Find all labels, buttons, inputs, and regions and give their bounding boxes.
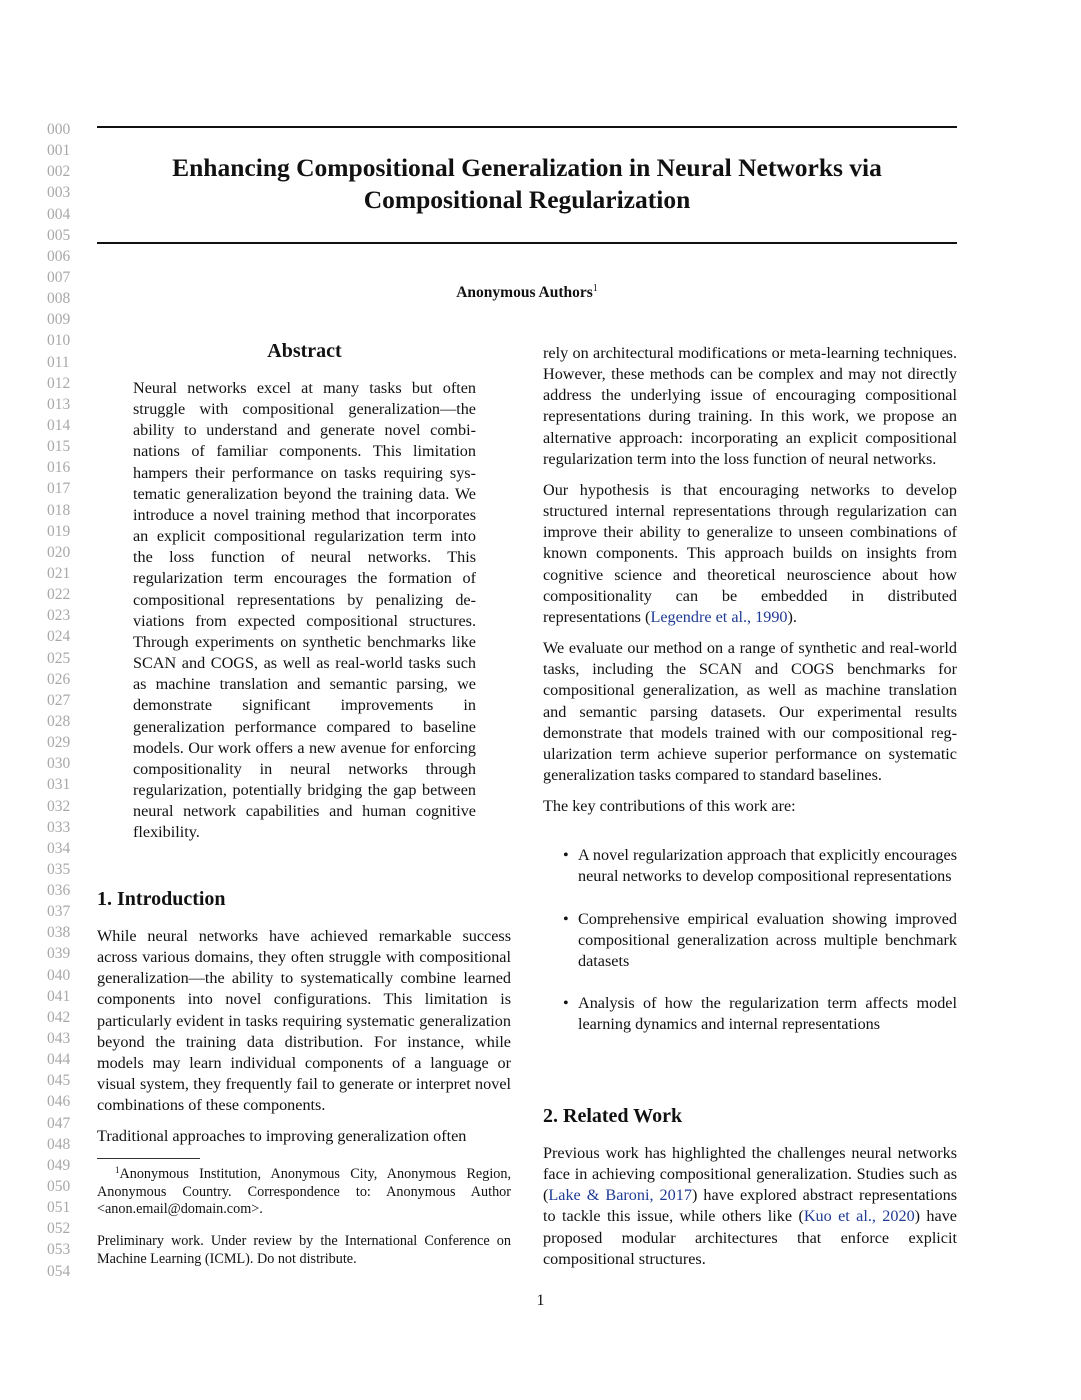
line-number: 032 [47, 797, 71, 815]
footnote-affiliation-text: Anonymous Institution, Anonymous City, Anonymous Region, Anonymous Country. Correspondence to: Anonymous Author <anon.email@domain.com>. [97, 1166, 511, 1218]
author-line [97, 283, 957, 302]
line-number: 008 [47, 290, 71, 308]
line-number: 027 [47, 691, 71, 709]
related-work-paragraph: Previous work has highlighted the challenges neural networks face in achieving compositional generalization. Studies such as (Lake & Baroni, 2017) have explored abstract representations to tackle this issue, while others like (Kuo et al., 2020) have proposed modular architectures that enforce explicit compositional structures. [543, 1144, 957, 1268]
abstract-text: Neural networks excel at many tasks but often struggle with compositional generalization—the ability to understand and generate novel combinations of familiar components. This limitation hampers their performance on tasks requiring systematic generalization beyond the training data. We introduce a novel training method that incorporates an explicit compositional regularization term into the loss function of neural networks. This regularization term encourages the formation of compositional representations by penalizing deviations from expected compositional structures. Through experiments on synthetic benchmarks like SCAN and COGS, as well as real-world tasks such as machine translation and semantic parsing, we demonstrate significant improvements in generalization performance compared to baseline models. Our work offers a new avenue for enforcing compositionality in neural networks through regularization, potentially bridging the gap between neural network capabilities and human cognitive flexibility. [133, 379, 476, 842]
line-number: 041 [47, 987, 71, 1005]
line-number: 026 [47, 670, 71, 688]
line-number: 007 [47, 268, 71, 286]
citation-legendre-1990[interactable]: Legendre et al., 1990 [650, 607, 788, 626]
citation-lake-baroni-2017[interactable]: Lake & Baroni, 2017 [548, 1186, 692, 1205]
footnote-rule [97, 1158, 200, 1159]
line-number: 003 [47, 184, 71, 202]
right-column [543, 343, 957, 1035]
line-number: 028 [47, 712, 71, 730]
line-number: 017 [47, 480, 71, 498]
introduction-left-column [97, 926, 511, 1148]
bullet-icon: • [563, 909, 569, 928]
line-number: 024 [47, 628, 71, 646]
line-number: 022 [47, 586, 71, 604]
line-number: 049 [47, 1156, 71, 1174]
line-number: 015 [47, 438, 71, 456]
related-work-heading: 2. Related Work [543, 1105, 683, 1127]
line-number: 019 [47, 522, 71, 540]
intro-paragraph-2-start: Traditional approaches to improving generalization often [97, 1127, 467, 1146]
intro-paragraph-3: Our hypothesis is that encouraging networks to develop structured internal representations through regularization can improve their ability to generalize to unseen combinations of known components. This approach builds on insights from cognitive science and theoretical neuroscience about how compositionality can be embedded in distributed representations (Legendre et al., 1990). [543, 480, 957, 626]
line-number: 048 [47, 1135, 71, 1153]
line-number: 031 [47, 776, 71, 794]
paper-title: Enhancing Compositional Generalization in Neural Networks via Compositional Regularization [172, 153, 882, 214]
line-number: 038 [47, 924, 71, 942]
introduction-heading: 1. Introduction [97, 888, 226, 910]
line-number: 025 [47, 649, 71, 667]
line-number: 052 [47, 1220, 71, 1238]
line-number: 002 [47, 163, 71, 181]
footnote-notice: Preliminary work. Under review by the International Conference on Machine Learning (ICML). Do not distribute. [97, 1233, 511, 1267]
line-number: 040 [47, 966, 71, 984]
line-number: 013 [47, 395, 71, 413]
line-number: 029 [47, 734, 71, 752]
line-number: 001 [47, 142, 71, 160]
line-number: 023 [47, 607, 71, 625]
intro-paragraph-1: While neural networks have achieved remarkable success across various domains, they often struggle with compositional generalization—the ability to systematically combine learned components into novel configurations. This limitation is particularly evident in tasks requiring systematic generalization beyond the training data distribution. For instance, while models may learn individual components of a language or visual system, they frequently fail to generate or interpret novel combinations of these components. [97, 927, 511, 1115]
line-number: 035 [47, 860, 71, 878]
intro-paragraph-2-continued: rely on architectural modifications or meta-learning techniques. However, these methods can be complex and may not directly address the underlying issue of encouraging compositional representations during training. In this work, we propose an alternative approach: incorporating an explicit compositional regularization term into the loss function of neural networks. [543, 344, 957, 468]
line-number: 046 [47, 1093, 71, 1111]
line-number: 009 [47, 311, 71, 329]
line-number: 010 [47, 332, 71, 350]
line-number: 051 [47, 1199, 71, 1217]
line-number: 047 [47, 1114, 71, 1132]
contributions-list [543, 845, 957, 1035]
line-number: 033 [47, 818, 71, 836]
line-number: 039 [47, 945, 71, 963]
line-number: 036 [47, 882, 71, 900]
line-number: 021 [47, 564, 71, 582]
line-number: 030 [47, 755, 71, 773]
author-footnote-mark: 1 [592, 283, 598, 294]
line-number: 018 [47, 501, 71, 519]
line-number: 034 [47, 839, 71, 857]
line-numbers [47, 119, 77, 1282]
line-number: 004 [47, 205, 71, 223]
line-number: 014 [47, 416, 71, 434]
title-top-rule [97, 126, 957, 128]
line-number: 012 [47, 374, 71, 392]
citation-kuo-2020[interactable]: Kuo et al., 2020 [803, 1207, 915, 1226]
line-number: 053 [47, 1241, 71, 1259]
abstract-heading: Abstract [267, 340, 342, 362]
line-number: 054 [47, 1262, 71, 1280]
contribution-item: • Comprehensive empirical evaluation showing improved compositional generalization across multiple benchmark datasets [563, 909, 957, 970]
bullet-icon: • [563, 846, 569, 865]
line-number: 020 [47, 543, 71, 561]
line-number: 005 [47, 226, 71, 244]
contribution-item: • A novel regularization approach that explicitly encourages neural networks to develop compositional representations [563, 846, 957, 886]
footnote-affiliation [97, 1162, 511, 1219]
intro-paragraph-5: The key contributions of this work are: [543, 797, 796, 816]
bullet-icon: • [563, 994, 569, 1013]
author-name: Anonymous Authors [456, 284, 593, 301]
intro-paragraph-4: We evaluate our method on a range of synthetic and real-world tasks, including the SCAN and COGS benchmarks for compositional generalization, as well as machine translation and semantic parsing datasets. Our experimental results demonstrate that models trained with our compositional regularization term achieve superior performance on systematic generalization tasks compared to standard baselines. [543, 639, 957, 784]
line-number: 042 [47, 1008, 71, 1026]
contribution-item: • Analysis of how the regularization term affects model learning dynamics and internal representations [563, 994, 957, 1034]
line-number: 045 [47, 1072, 71, 1090]
related-work-body [543, 1143, 957, 1270]
line-number: 011 [47, 353, 70, 371]
line-number: 006 [47, 247, 71, 265]
title-bottom-rule [97, 242, 957, 244]
abstract-body [133, 378, 476, 843]
page-number: 1 [536, 1292, 545, 1309]
line-number: 000 [47, 121, 71, 138]
footnote-mark: 1 [115, 1165, 120, 1175]
line-number: 037 [47, 903, 71, 921]
line-number: 044 [47, 1051, 71, 1069]
line-number: 043 [47, 1030, 71, 1048]
line-number: 016 [47, 459, 71, 477]
line-number: 050 [47, 1178, 71, 1196]
